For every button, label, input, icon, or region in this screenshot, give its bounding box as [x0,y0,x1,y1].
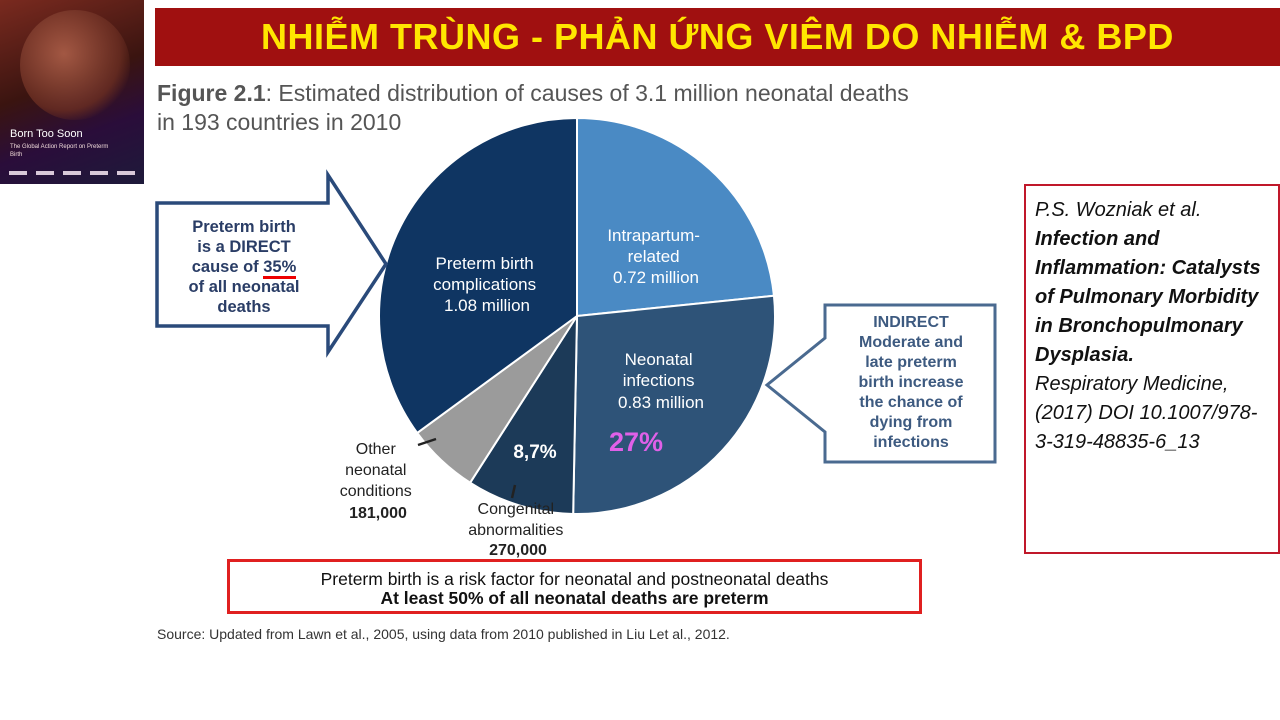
indirect-line-6: dying from [869,414,953,431]
indirect-line-7: infections [873,434,949,451]
direct-callout-text [160,217,328,317]
reference-journal: Respiratory Medicine, (2017) DOI 10.1007/978-3-319-48835-6_13 [1035,373,1258,453]
direct-line-1: Preterm birth [192,218,296,236]
congenital-label-1: Congenital [477,501,555,518]
reference-box [1024,184,1280,554]
direct-line-4: of all neonatal [188,278,300,296]
intrapartum-label-1: Intrapartum- [607,226,700,245]
direct-line-3 [160,257,328,277]
infections-label-3: 0.83 million [618,393,704,412]
svg-text:Other neonatal conditi [340,441,417,522]
preterm-label-3: 1.08 million [444,296,530,315]
intrapartum-label-2: related [627,247,680,266]
preterm-label-2: complications [433,275,537,294]
other-label-3: conditions [339,483,412,500]
indirect-line-4: birth increase [858,374,964,391]
header-title: NHIỄM TRÙNG - PHẢN ỨNG VIÊM DO NHIỄM & BPD [261,16,1174,57]
figure-title-text: : Estimated distribution of causes of 3.1 million neonatal deaths in 193 countries in 2010 [157,80,909,135]
svg-text:Preterm birth complication [433,254,541,315]
congenital-label-2: abnormalities [468,522,564,539]
reference-authors: P.S. Wozniak et al. [1035,199,1202,221]
indirect-line-5: the chance of [859,394,963,411]
risk-line-2: At least 50% of all neonatal deaths are preterm [380,588,769,608]
figure-label: Figure 2.1 [157,80,266,106]
indirect-line-2: Moderate and [858,334,963,351]
direct-line-2: is a DIRECT [197,238,291,256]
other-label-1: Other [355,441,396,458]
indirect-callout-text [836,313,986,453]
direct-line-5: deaths [217,298,271,316]
indirect-line-3: late preterm [865,354,957,371]
source-note: Source: Updated from Lawn et al., 2005, using data from 2010 published in Liu Let al., 2012. [157,626,730,642]
reference-title: Infection and Inflammation: Catalysts of Pulmonary Morbidity in Bronchopulmonary Dysplasia. [1035,228,1261,366]
intrapartum-label-3: 0.72 million [613,268,699,287]
direct-line-3-pre: cause of [191,258,264,276]
book-subtitle: The Global Action Report on Preterm Birth [10,144,109,158]
svg-text:Neonatal infections 0. [618,350,704,412]
preterm-label-1: Preterm birth [435,254,534,273]
infections-label-2: infections [622,371,695,390]
book-title: Born Too Soon [10,128,83,140]
infections-pct-annotation: 27% [608,427,664,457]
congenital-pct-annotation: 8,7% [513,442,557,463]
risk-factor-box [227,559,922,614]
indirect-line-1: INDIRECT [873,314,949,331]
other-label-4: 181,000 [349,505,407,522]
direct-pct: 35% [263,258,296,279]
infections-label-1: Neonatal [624,350,693,369]
risk-line-1: Preterm birth is a risk factor for neonatal and postneonatal deaths [320,569,829,589]
congenital-label-3: 270,000 [489,542,547,559]
other-label-2: neonatal [345,462,407,479]
svg-text:Congenital abnormalities [468,501,568,559]
pie-slices [379,118,775,514]
